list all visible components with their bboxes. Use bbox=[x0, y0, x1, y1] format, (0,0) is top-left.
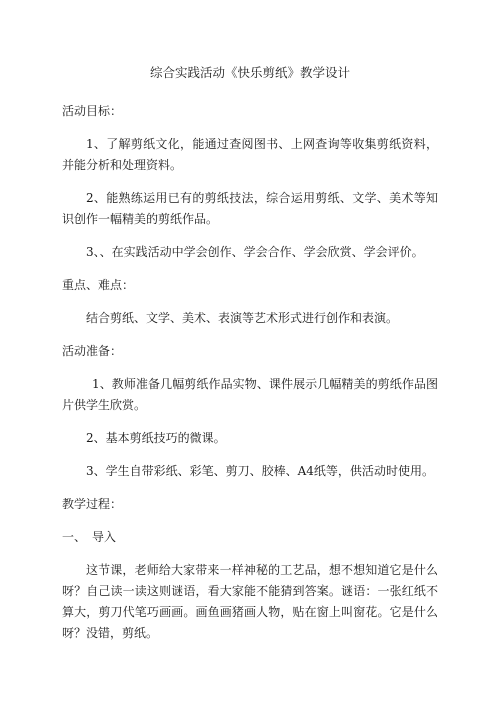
goal-item-3: 3、、在实践活动中学会创作、学会合作、学会欣赏、学会评价。 bbox=[86, 245, 424, 259]
document-title: 综合实践活动《快乐剪纸》教学设计 bbox=[149, 65, 350, 80]
preparation-heading: 活动准备： bbox=[62, 344, 123, 358]
goal-item-1: 1、了解剪纸文化，能通过查阅图书、上网查询等收集剪纸资料，并能分析和处理资料。 bbox=[62, 137, 438, 172]
prep-item-1: 1、教师准备几幅剪纸作品实物、课件展示几幅精美的剪纸作品图片供学生欣赏。 bbox=[62, 377, 438, 412]
goals-heading: 活动目标： bbox=[62, 104, 123, 118]
prep-item-3: 3、学生自带彩纸、彩笔、剪刀、胶棒、A4纸等，供活动时使用。 bbox=[86, 464, 434, 478]
key-points-text: 结合剪纸、文学、美术、表演等艺术形式进行创作和表演。 bbox=[86, 311, 399, 325]
step-label: 导入 bbox=[92, 530, 117, 544]
intro-paragraph: 这节课，老师给大家带来一样神秘的工艺品，想不想知道它是什么呀？自己读一读这则谜语，看大家能不能猜到答案。谜语：一张红纸不算大，剪刀代笔巧画画。画鱼画猪画人物，贴在窗上叫窗花。它是什么呀？没错，剪纸。 bbox=[62, 563, 438, 640]
goal-item-2: 2、能熟练运用已有的剪纸技法，综合运用剪纸、文学、美术等知识创作一幅精美的剪纸作品。 bbox=[62, 191, 438, 226]
key-points-heading: 重点、难点： bbox=[62, 278, 135, 292]
prep-item-2: 2、基本剪纸技巧的微课。 bbox=[86, 431, 226, 445]
document-body bbox=[62, 62, 438, 656]
step-heading-intro bbox=[62, 527, 438, 548]
process-heading: 教学过程： bbox=[62, 497, 123, 511]
step-number: 一、 bbox=[62, 530, 87, 544]
